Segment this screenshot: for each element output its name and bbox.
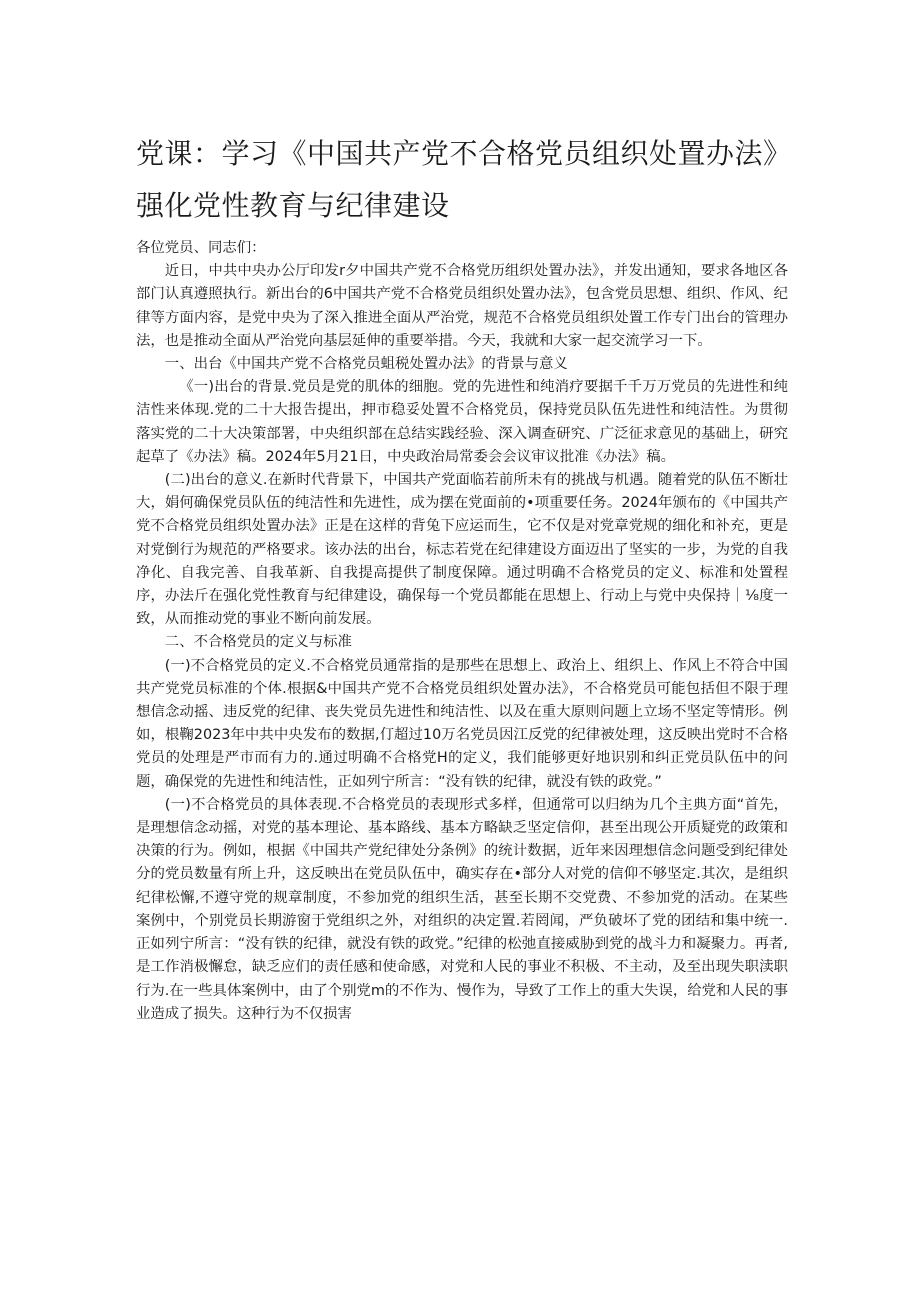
greeting: 各位党员、同志们： [136,240,266,256]
document-title-line-1: 党课：学习《中国共产党不合格党员组织处置办法》 [136,137,792,170]
paragraph-2-1: (一)不合格党员的定义.不合格党员通常指的是那些在思想上、政治上、组织上、作风上不符合中国共产党党员标准的个体.根据&中国共产党不合格党员组织处置办法》，不合格党员可能包括但不限于理想信念动摇、违反党的纪律、丧失党员先进性和纯洁性、以及在重大原则问题上立场不坚定等情形。例如，根鞠2023年中共中央发布的数据,仃超过10万名党员因江反党的纪律被处理，这反映出党时不合格党员的处理是严市而有力的.通过明确不合格党H的定义，我们能够更好地识别和纠正党员队伍中的问题，确保党的先进性和纯洁性，正如列宁所言：“没有铁的纪律，就没有铁的政党。” [136,657,788,790]
document-body [136,237,788,1026]
paragraph-1-2: (二)出台的意义.在新时代背景下，中国共产党面临若前所未有的挑战与机遇。随着党的队伍不断壮大，娟何确保党员队伍的纯洁性和先进性，成为摆在党面前的•项重要任务。2024年颁布的《中国共产党不合格党员组织处置办法》正是在这样的背兔下应运而生，它不仅是对党章党规的细化和补充，更是对党倒行为规范的严格要求。该办法的出台，标志若党在纪律建设方面迈出了坚实的一步，为党的自我净化、自我完善、自我革新、自我提高提供了制度保障。通过明确不合格党员的定义、标准和处置程序，办法斤在强化党性教育与纪律建设，确保每一个党员都能在思想上、行动上与党中央保持｜⅛度一致，从而推动党的事业不断向前发展。 [136,472,788,628]
paragraph-2-2: (一)不合格党员的具体表现.不合格党员的表现形式多样，但通常可以归纳为几个主典方面“首先，是理想信念动摇，对党的基本理论、基本路线、基本方略缺乏坚定信仰，甚至出现公开质疑党的政策和决策的行为。例如，根据《中国共产党纪律处分条例》的统计数据，近年来因理想信念问题受到纪律处分的党员数量有所上升，这反映出在党员队伍中，确实存在•部分人对党的信仰不够坚定.其次，是组织纪律松懈,不遵守党的规章制度，不参加党的组织生活，甚至长期不交党费、不参加党的活动。在某些案例中，个别党员长期游窗于党组织之外，对组织的决定置.若罔闻，严负破坏了党的团结和集中统一.正如列宁所言：“没有铁的纪律，就没有铁的政党。”纪律的松弛直接威胁到党的战斗力和凝聚力。再者,是工作消极懈怠，缺乏应们的责任感和使命感，对党和人民的事业不积极、不主动，及至出现失职渎职行为.在一些具体案例中，由了个别党m的不作为、慢作为，导致了工作上的重大失误，给党和人民的事业造成了损失。这种行为不仅损害 [136,796,788,1022]
intro-paragraph: 近日，中共中央办公厅印发r夕中国共产党不合格党历组织处置办法》，并发出通知，要求各地区各部门认真遵照执行。新出台的6中国共产党不合格党员组织处置办法》，包含党员思想、组织、作风、纪律等方面内容，是党中央为了深入推进全面从严治党，规范不合格党员组织处置工作专门出台的管理办法，也是推动全面从严治党向基层延伸的重要举措。今天，我就和大家一起交流学习一下。 [136,263,788,349]
section-heading-1: 一、出台《中国共产党不合格党员蛆税处置办法》的背景与意义 [164,356,568,373]
paragraph-1-1: 《一)出台的背景.党员是党的肌体的细胞。党的先进性和纯消疗要据千千万万党员的先进性和纯洁性来体现.党的二十大报告提出，押市稳妥处置不合格党员，保持党员队伍先进性和纯洁性。为贯彻落实党的二十大决策部署，中央组织部在总结实践经验、深入调查研究、广泛征求意见的基础上，研究起草了《办法》稿。2024年5月21日，中央政治局常委会会议审议批准《办法》稿。 [136,379,788,465]
document-title-line-2: 强化党性教育与纪律建设 [136,189,450,222]
section-heading-2: 二、不合格党员的定义与标准 [164,634,352,651]
